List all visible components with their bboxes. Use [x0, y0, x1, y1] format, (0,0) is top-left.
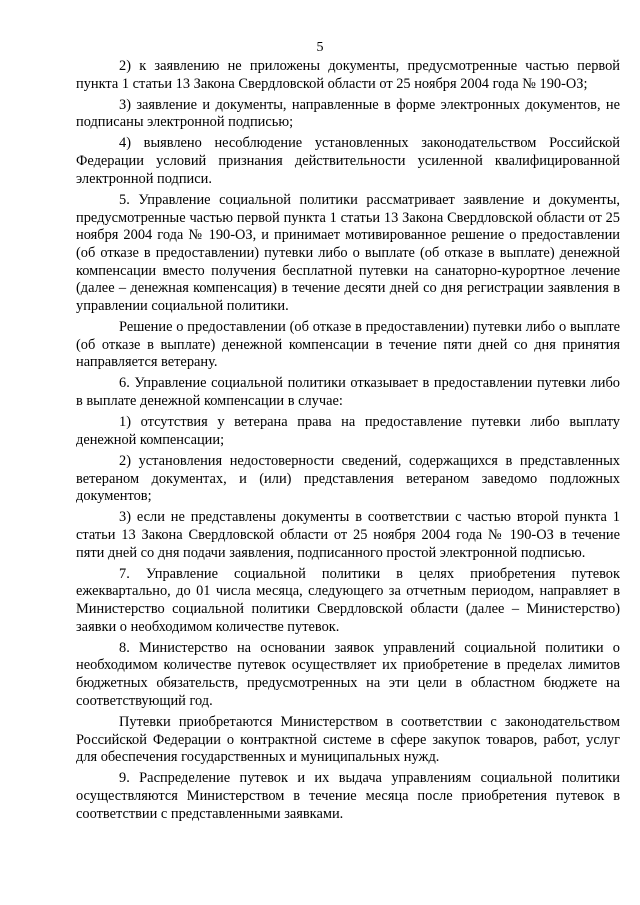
paragraph: 2) установления недостоверности сведений, содержащихся в представленных ветераном документах, и (или) представления ветераном заведомо подложных документов;: [76, 452, 620, 505]
paragraph: 7. Управление социальной политики в целях приобретения путевок ежеквартально, до 01 числа месяца, следующего за отчетным периодом, направляет в Министерство социальной политики Свердловской области (далее – Министерство) заявки о необходимом количестве путевок.: [76, 565, 620, 635]
paragraph: 6. Управление социальной политики отказывает в предоставлении путевки либо в выплате денежной компенсации в случае:: [76, 375, 620, 410]
paragraph: 5. Управление социальной политики рассматривает заявление и документы, предусмотренные частью первой пункта 1 статьи 13 Закона Свердловской области от 25 ноября 2004 года № 190-ОЗ, и принимает мотивированное решение о предоставлении (об отказе в предоставлении) путевки либо о выплате (об отказе в выплате) денежной компенсации вместо получения бесплатной путевки на санаторно-курортное лечение (далее – денежная компенсация) в течение десяти дней со дня регистрации заявления в управлении социальной политики.: [76, 191, 620, 315]
page-number: 5: [316, 40, 324, 55]
paragraph: Решение о предоставлении (об отказе в предоставлении) путевки либо о выплате (об отказе в выплате) денежной компенсации в течение пяти дней со дня принятия направляется ветерану.: [76, 319, 620, 371]
paragraph: Путевки приобретаются Министерством в соответствии с законодательством Российской Федерации о контрактной системе в сфере закупок товаров, работ, услуг для обеспечения государственных и муниципальных нужд.: [76, 713, 620, 766]
paragraph: 8. Министерство на основании заявок управлений социальной политики о необходимом количестве путевок осуществляет их приобретение в пределах лимитов бюджетных обязательств, предусмотренных на эти цели в областном бюджете на соответствующий год.: [76, 639, 620, 709]
paragraph: 4) выявлено несоблюдение установленных законодательством Российской Федерации условий признания действительности усиленной квалифицированной электронной подписи.: [76, 135, 620, 187]
paragraph: 3) если не представлены документы в соответствии с частью второй пункта 1 статьи 13 Закона Свердловской области от 25 ноября 2004 года № 190-ОЗ в течение пяти дней со дня подачи заявления, подписанного простой электронной подписью.: [76, 509, 620, 561]
paragraph: 1) отсутствия у ветерана права на предоставление путевки либо выплату денежной компенсации;: [76, 414, 620, 448]
document-body: [76, 58, 620, 823]
paragraph: 2) к заявлению не приложены документы, предусмотренные частью первой пункта 1 статьи 13 Закона Свердловской области от 25 ноября 2004 года № 190-ОЗ;: [76, 58, 620, 92]
paragraph: 9. Распределение путевок и их выдача управлениям социальной политики осуществляются Министерством в течение месяца после приобретения путевок в соответствии с представленными заявками.: [76, 770, 620, 822]
paragraph: 3) заявление и документы, направленные в форме электронных документов, не подписаны электронной подписью;: [76, 96, 620, 131]
